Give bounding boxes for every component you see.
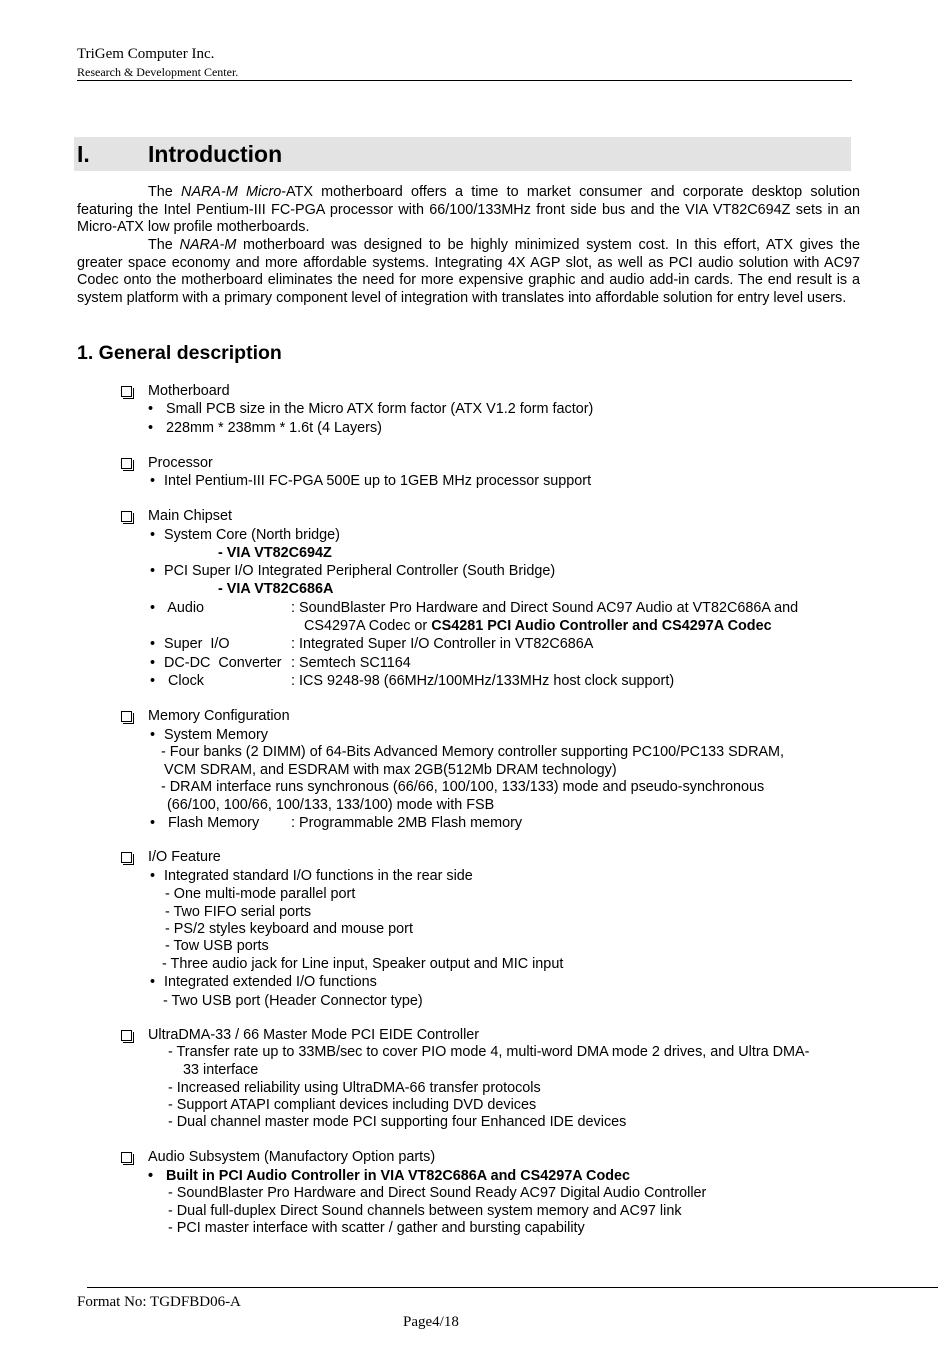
group-title-chipset: Main Chipset <box>148 508 232 524</box>
group-title-memory: Memory Configuration <box>148 708 290 724</box>
list-item: • System Core (North bridge) <box>150 527 340 543</box>
spec-value: : SoundBlaster Pro Hardware and Direct Sound AC97 Audio at VT82C686A and <box>291 600 799 616</box>
spec-value: : Semtech SC1164 <box>291 655 411 671</box>
list-item: - Two USB port (Header Connector type) <box>163 993 423 1009</box>
list-item: - Dual channel master mode PCI supporting four Enhanced IDE devices <box>168 1114 627 1130</box>
chip-name: - VIA VT82C686A <box>218 581 334 597</box>
section-title: Introduction <box>148 141 283 167</box>
list-item: - Dual full-duplex Direct Sound channels between system memory and AC97 link <box>168 1203 682 1219</box>
list-item: - PCI master interface with scatter / gather and bursting capability <box>168 1220 585 1236</box>
list-item: - Two FIFO serial ports <box>165 904 312 920</box>
header-department: Research & Development Center. <box>77 65 239 79</box>
list-item: - PS/2 styles keyboard and mouse port <box>165 921 413 937</box>
spec-label: • DC-DC Converter <box>150 655 282 671</box>
checkbox-bullet-icon <box>121 1152 132 1163</box>
checkbox-bullet-icon <box>121 458 132 469</box>
list-item: • Small PCB size in the Micro ATX form factor (ATX V1.2 form factor) <box>148 401 594 417</box>
group-title-motherboard: Motherboard <box>148 383 230 399</box>
footer-page-number: Page4/18 <box>403 1314 459 1330</box>
group-title-processor: Processor <box>148 455 213 471</box>
list-item: (66/100, 100/66, 100/133, 133/100) mode with FSB <box>167 797 495 813</box>
general-description-title: 1. General description <box>77 342 282 364</box>
group-title-io: I/O Feature <box>148 849 221 865</box>
list-item: • Built in PCI Audio Controller in VIA VT82C686A and CS4297A Codec <box>148 1168 631 1184</box>
list-item: • Integrated extended I/O functions <box>150 974 377 990</box>
spec-label: • Flash Memory <box>150 815 260 831</box>
checkbox-bullet-icon <box>121 711 132 722</box>
list-item: • 228mm * 238mm * 1.6t (4 Layers) <box>148 420 382 436</box>
list-item: - DRAM interface runs synchronous (66/66, 100/100, 133/133) mode and pseudo-synchronous <box>161 779 765 795</box>
list-item: - Tow USB ports <box>165 938 269 954</box>
spec-label: • Audio <box>150 600 205 616</box>
list-item: - Three audio jack for Line input, Speaker output and MIC input <box>162 956 564 972</box>
spec-value: : Integrated Super I/O Controller in VT82C686A <box>291 636 594 652</box>
spec-label: • Clock <box>150 673 204 689</box>
list-item: VCM SDRAM, and ESDRAM with max 2GB(512Mb DRAM technology) <box>164 762 617 778</box>
intro-paragraph-1: The NARA-M Micro-ATX motherboard offers a time to market consumer and corporate desktop solution featuring the Intel Pentium-III FC-PGA processor with 66/100/133MHz front side bus and the VIA VT82C694Z sets in an Micro-ATX low profile motherboards. <box>77 184 861 236</box>
checkbox-bullet-icon <box>121 386 132 397</box>
list-item: - Transfer rate up to 33MB/sec to cover PIO mode 4, multi-word DMA mode 2 drives, and Ultra DMA- <box>168 1044 810 1060</box>
list-item: - SoundBlaster Pro Hardware and Direct Sound Ready AC97 Digital Audio Controller <box>168 1185 707 1201</box>
checkbox-bullet-icon <box>121 511 132 522</box>
spec-label: • Super I/O <box>150 636 230 652</box>
spec-value: : ICS 9248-98 (66MHz/100MHz/133MHz host clock support) <box>291 673 675 689</box>
intro-paragraph-2: The NARA-M motherboard was designed to be highly minimized system cost. In this effort, ATX gives the greater space economy and more affordable systems. Integrating 4X AGP slot, as well as PCI audio solution with AC97 Codec onto the motherboard eliminates the need for more expensive graphic and audio add-in cards. The end result is a system platform with a primary component level of integration with translates into affordable solution for entry level users. <box>77 237 860 306</box>
header-company: TriGem Computer Inc. <box>77 46 215 62</box>
checkbox-bullet-icon <box>121 852 132 863</box>
section-number: I. <box>77 141 90 167</box>
list-item: • System Memory <box>150 727 268 743</box>
chip-name: - VIA VT82C694Z <box>218 545 332 561</box>
checkbox-bullet-icon <box>121 1030 132 1041</box>
list-item: - Increased reliability using UltraDMA-66 transfer protocols <box>168 1080 541 1096</box>
list-item: - Four banks (2 DIMM) of 64-Bits Advanced Memory controller supporting PC100/PC133 SDRAM, <box>161 744 785 760</box>
list-item: • PCI Super I/O Integrated Peripheral Controller (South Bridge) <box>150 563 556 579</box>
group-title-audio: Audio Subsystem (Manufactory Option parts) <box>148 1149 436 1165</box>
spec-value: CS4297A Codec or CS4281 PCI Audio Controller and CS4297A Codec <box>304 618 772 634</box>
footer-format-number: Format No: TGDFBD06-A <box>77 1294 241 1310</box>
group-title-udma: UltraDMA-33 / 66 Master Mode PCI EIDE Controller <box>148 1027 480 1043</box>
list-item: • Integrated standard I/O functions in the rear side <box>150 868 473 884</box>
list-item: - Support ATAPI compliant devices including DVD devices <box>168 1097 537 1113</box>
list-item: 33 interface <box>183 1062 259 1078</box>
list-item: • Intel Pentium-III FC-PGA 500E up to 1GEB MHz processor support <box>150 473 592 489</box>
spec-value: : Programmable 2MB Flash memory <box>291 815 523 831</box>
header-divider <box>77 80 852 81</box>
list-item: - One multi-mode parallel port <box>165 886 356 902</box>
footer-divider <box>87 1287 938 1288</box>
